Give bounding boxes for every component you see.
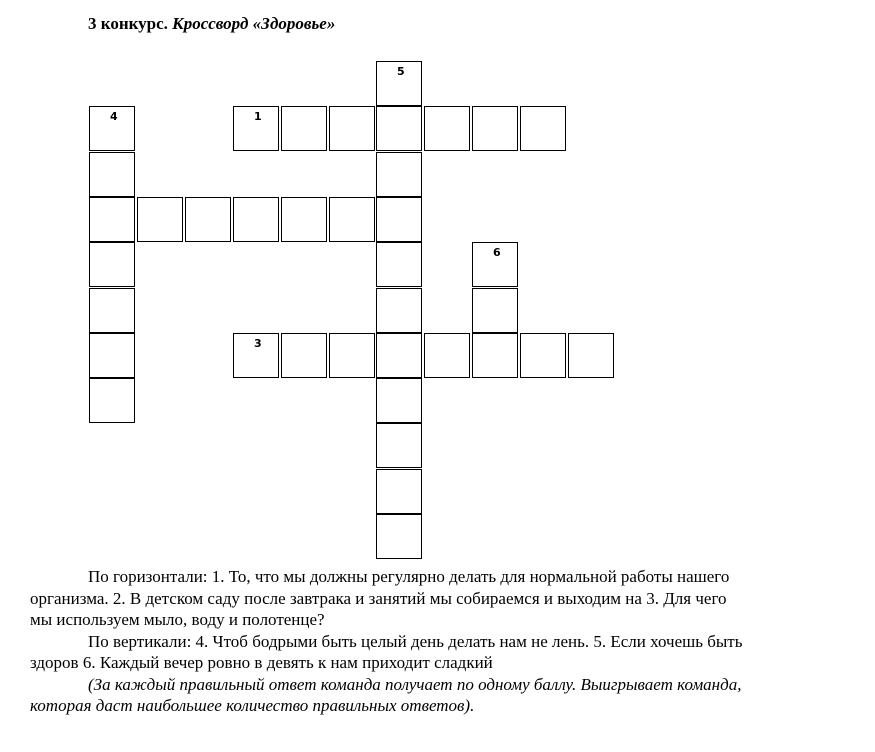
crossword-cell[interactable] <box>281 197 327 242</box>
clues-text <box>30 566 866 717</box>
crossword-cell[interactable] <box>185 197 231 242</box>
scoring-note-line-1: (За каждый правильный ответ команда получает по одному баллу. Выигрывает команда, <box>88 674 742 694</box>
clues-vertical-line-2: здоров 6. Каждый вечер ровно в девять к нам приходит сладкий <box>30 653 493 672</box>
crossword-cell[interactable] <box>233 197 279 242</box>
crossword-cell[interactable] <box>376 514 422 559</box>
crossword-cell[interactable] <box>137 197 183 242</box>
crossword-cell[interactable] <box>89 197 135 242</box>
crossword-cell[interactable] <box>89 106 135 151</box>
crossword-cell[interactable] <box>520 106 566 151</box>
crossword-cell[interactable] <box>89 288 135 333</box>
crossword-cell[interactable] <box>233 106 279 151</box>
clues-horizontal-line-3: мы используем мыло, воду и полотенце? <box>30 610 325 629</box>
crossword-cell[interactable] <box>472 333 518 378</box>
crossword-cell[interactable] <box>89 152 135 197</box>
clue-number: 3 <box>254 337 262 350</box>
crossword-cell[interactable] <box>329 197 375 242</box>
crossword-cell[interactable] <box>89 333 135 378</box>
crossword-cell[interactable] <box>376 288 422 333</box>
clues-horizontal-line-1: По горизонтали: 1. То, что мы должны регулярно делать для нормальной работы нашего <box>88 567 730 586</box>
crossword-cell[interactable] <box>376 333 422 378</box>
crossword-cell[interactable] <box>376 197 422 242</box>
clues-horizontal-line-2: организма. 2. В детском саду после завтрака и занятий мы собираемся и выходим на 3. Для чего <box>30 588 727 608</box>
crossword-title: Кроссворд «Здоровье» <box>172 14 336 33</box>
crossword-cell[interactable] <box>472 106 518 151</box>
crossword-cell[interactable] <box>376 469 422 514</box>
crossword-cell[interactable] <box>568 333 614 378</box>
crossword-cell[interactable] <box>472 242 518 287</box>
crossword-cell[interactable] <box>281 106 327 151</box>
crossword-cell[interactable] <box>472 288 518 333</box>
clue-number: 5 <box>397 65 405 78</box>
crossword-cell[interactable] <box>424 106 470 151</box>
crossword-cell[interactable] <box>281 333 327 378</box>
crossword-cell[interactable] <box>424 333 470 378</box>
crossword-cell[interactable] <box>376 106 422 151</box>
crossword-cell[interactable] <box>376 152 422 197</box>
crossword-cell[interactable] <box>329 106 375 151</box>
crossword-cell[interactable] <box>376 242 422 287</box>
clue-number: 4 <box>110 110 118 123</box>
crossword-cell[interactable] <box>233 333 279 378</box>
clues-vertical-line-1: По вертикали: 4. Чтоб бодрыми быть целый день делать нам не лень. 5. Если хочешь быть <box>88 631 743 651</box>
contest-number: 3 конкурс. <box>88 14 168 33</box>
crossword-cell[interactable] <box>376 378 422 423</box>
scoring-note-line-2: которая даст наибольшее количество правильных ответов). <box>30 696 475 715</box>
crossword-cell[interactable] <box>376 61 422 106</box>
crossword-cell[interactable] <box>376 423 422 468</box>
crossword-cell[interactable] <box>89 242 135 287</box>
clue-number: 6 <box>493 246 501 259</box>
crossword-cell[interactable] <box>520 333 566 378</box>
crossword-cell[interactable] <box>89 378 135 423</box>
clue-number: 1 <box>254 110 262 123</box>
crossword-cell[interactable] <box>329 333 375 378</box>
